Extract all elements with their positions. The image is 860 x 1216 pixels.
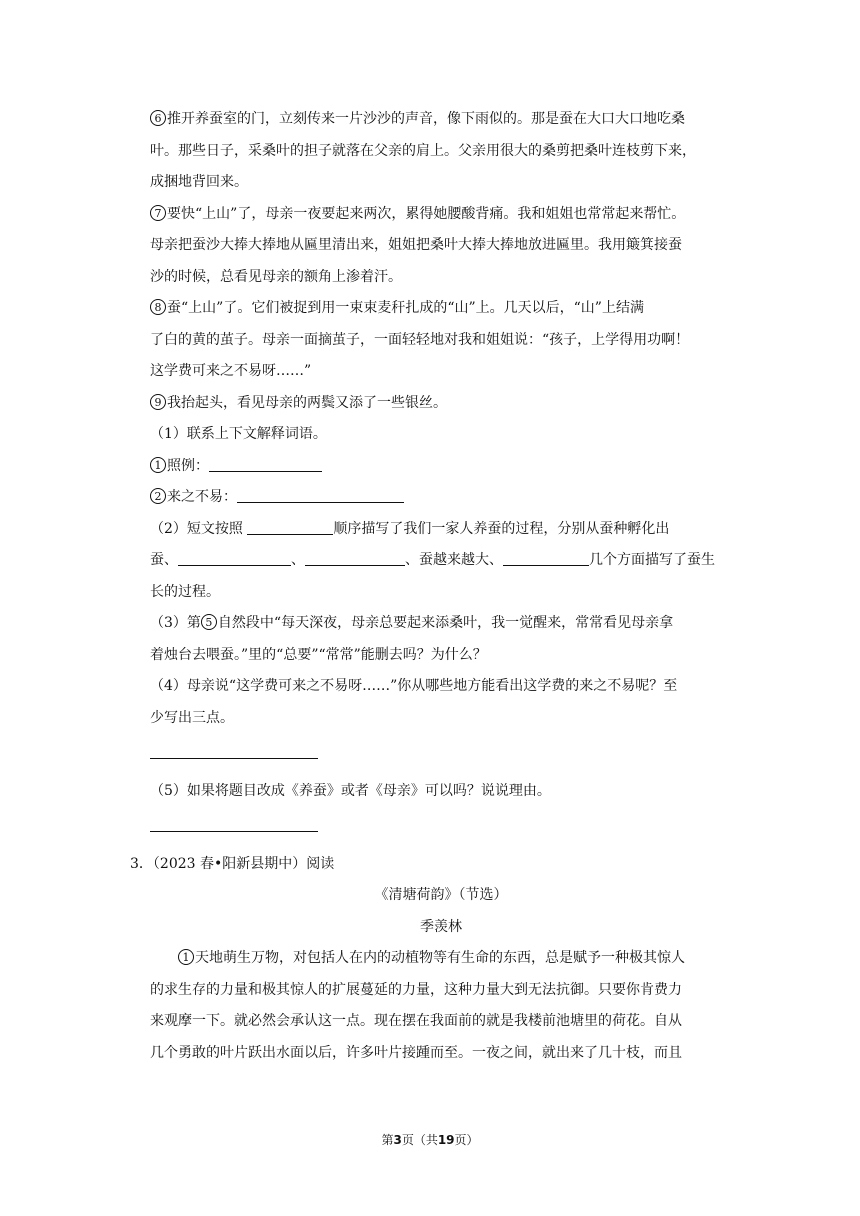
answer-blank[interactable] [237, 488, 404, 503]
question-5-answer [150, 817, 732, 849]
question-3-line-1: （3）第 5 自然段中“每天深夜，母亲总要起来添桑叶，我一觉醒来，常常看见母亲拿 [150, 615, 674, 631]
article-paragraph-1-line-1: 1 天地萌生万物，对包括人在内的动植物等有生命的东西，总是赋予一种极其惊人 [150, 943, 732, 975]
paragraph-7-line-3: 沙的时候，总看见母亲的额角上渗着汗。 [150, 268, 402, 285]
paragraph-number: 9 [150, 394, 166, 410]
question-1-item-2: 2 来之不易： [150, 482, 732, 514]
paragraph-number: 5 [201, 614, 217, 630]
section-3-header: 3．（2023 春•阳新县期中）阅读 [130, 855, 335, 872]
answer-blank[interactable] [178, 551, 291, 566]
paragraph-9-line-1: 9 我抬起头，看见母亲的两鬓又添了一些银丝。 [150, 388, 732, 420]
question-5-line-1: （5）如果将题目改成《养蚕》或者《母亲》可以吗？说说理由。 [150, 782, 551, 799]
paragraph-8-line-2: 了白的黄的茧子。母亲一面摘茧子，一面轻轻地对我和姐姐说：“孩子，上学得用功啊！ [150, 331, 690, 348]
article-author: 季羡林 [420, 918, 462, 935]
answer-blank[interactable] [305, 551, 405, 566]
answer-line[interactable] [150, 744, 318, 759]
paragraph-6-line-3: 成捆地背回来。 [150, 174, 248, 190]
paragraph-7-line-2: 母亲把蚕沙大捧大捧地从匾里清出来，姐姐把桑叶大捧大捧地放进匾里。我用簸箕接蚕 [150, 237, 682, 253]
paragraph-number: 6 [150, 110, 166, 126]
paragraph-8-line-3: 这学费可来之不易呀……” [150, 363, 312, 379]
paragraph-7-line-1: 7 要快“上山”了，母亲一夜要起来两次，累得她腰酸背痛。我和姐姐也常常起来帮忙。 [150, 199, 732, 231]
total-page-count: 19 [437, 1133, 455, 1147]
question-4-answer [150, 744, 732, 776]
document-page [130, 104, 732, 1069]
article-paragraph-1-line-4: 几个勇敢的叶片跃出水面以后，许多叶片接踵而至。一夜之间，就出来了几十枝，而且 [150, 1044, 682, 1061]
question-4-line-1: （4）母亲说“这学费可来之不易呀……”你从哪些地方能看出这学费的来之不易呢？至 [150, 678, 678, 694]
paragraph-number: 1 [178, 949, 194, 965]
item-number: 1 [150, 457, 166, 473]
question-3-line-2: 着烛台去喂蚕。”里的“总要”“常常”能删去吗？为什么？ [150, 646, 487, 663]
article-paragraph-1-line-3: 来观摩一下。就必然会承认这一点。现在摆在我面前的就是我楼前池塘里的荷花。自从 [150, 1013, 682, 1029]
question-2-line-1: （2）短文按照 顺序描写了我们一家人养蚕的过程，分别从蚕种孵化出 [150, 520, 670, 537]
question-2-line-2: 蚕、 、 、蚕越来越大、 几个方面描写了蚕生 [150, 552, 715, 568]
paragraph-6-line-2: 叶。那些日子，采桑叶的担子就落在父亲的肩上。父亲用很大的桑剪把桑叶连枝剪下来， [150, 142, 696, 159]
article-paragraph-1-line-2: 的求生存的力量和极其惊人的扩展蔓延的力量，这种力量大到无法抗御。只要你肯费力 [150, 981, 682, 998]
paragraph-8-line-1: 8 蚕“上山”了。它们被捉到用一束束麦秆扎成的“山”上。几天以后，“山”上结满 [150, 293, 732, 325]
answer-blank[interactable] [503, 551, 589, 566]
current-page-number: 3 [393, 1133, 402, 1147]
answer-line[interactable] [150, 817, 318, 832]
article-title: 《清塘荷韵》（节选） [374, 887, 508, 903]
question-2-line-3: 长的过程。 [150, 583, 220, 600]
page-footer: 第3页（共19页） [381, 1133, 479, 1147]
paragraph-6-line-1: 6 推开养蚕室的门，立刻传来一片沙沙的声音，像下雨似的。那是蚕在大口大口地吃桑 [150, 104, 732, 136]
paragraph-number: 7 [150, 205, 166, 221]
answer-blank[interactable] [247, 520, 333, 535]
question-1-item-1: 1 照例： [150, 451, 732, 483]
paragraph-number: 8 [150, 299, 166, 315]
question-4-line-2: 少写出三点。 [150, 709, 234, 726]
answer-blank[interactable] [209, 457, 322, 472]
item-number: 2 [150, 488, 166, 504]
question-1-stem: （1）联系上下文解释词语。 [150, 426, 327, 442]
